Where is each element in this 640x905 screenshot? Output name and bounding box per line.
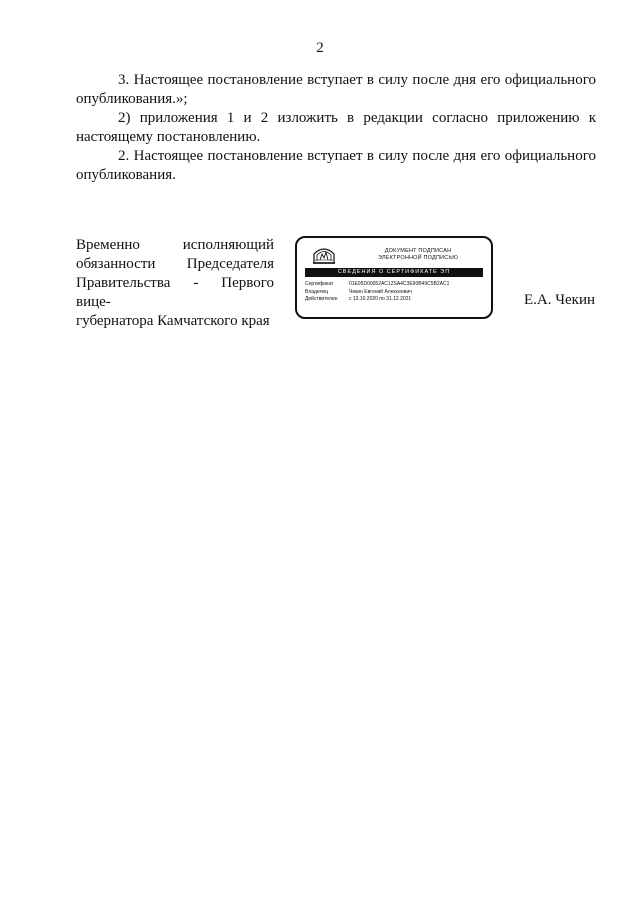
signer-name: Е.А. Чекин [524, 292, 595, 308]
coat-of-arms-icon [311, 243, 337, 265]
document-body [76, 71, 596, 185]
stamp-certificate-bar: СВЕДЕНИЯ О СЕРТИФИКАТЕ ЭП [305, 268, 483, 277]
stamp-row-value: 01E95D00052AC12SA4C3E90B49C5B2AC1 [349, 281, 450, 287]
stamp-row [305, 289, 485, 297]
signer-title-line: Правительства - Первого вице- [76, 275, 274, 310]
stamp-heading [353, 248, 483, 262]
paragraph: 3. Настоящее постановление вступает в силу после дня его официального опубликования.»; [76, 72, 596, 107]
signer-title [76, 236, 274, 331]
signer-title-line: губернатора Камчатского края [76, 313, 270, 329]
signer-title-line: Временно исполняющий [76, 237, 274, 253]
paragraph: 2. Настоящее постановление вступает в силу после дня его официального опубликования. [76, 148, 596, 183]
stamp-row-label: Владелец [305, 288, 329, 295]
electronic-signature-stamp [295, 236, 493, 319]
stamp-heading-line: ЭЛЕКТРОННОЙ ПОДПИСЬЮ [377, 255, 459, 261]
stamp-row [305, 296, 485, 304]
stamp-row-label: Действителен [305, 296, 338, 302]
stamp-row-value: Чекин Евгений Алексеевич [349, 288, 412, 295]
stamp-heading-line: ДОКУМЕНТ ПОДПИСАН [384, 248, 452, 254]
stamp-certificate-details [305, 281, 485, 304]
page-number: 2 [316, 40, 324, 56]
stamp-row-value: с 13.10.2020 по 31.12.2021 [349, 296, 412, 302]
signer-title-line: обязанности Председателя [76, 256, 274, 272]
paragraph: 2) приложения 1 и 2 изложить в редакции согласно приложению к настоящему постановлению. [76, 110, 596, 145]
stamp-row-label: Сертификат [305, 281, 334, 287]
stamp-row [305, 281, 485, 289]
